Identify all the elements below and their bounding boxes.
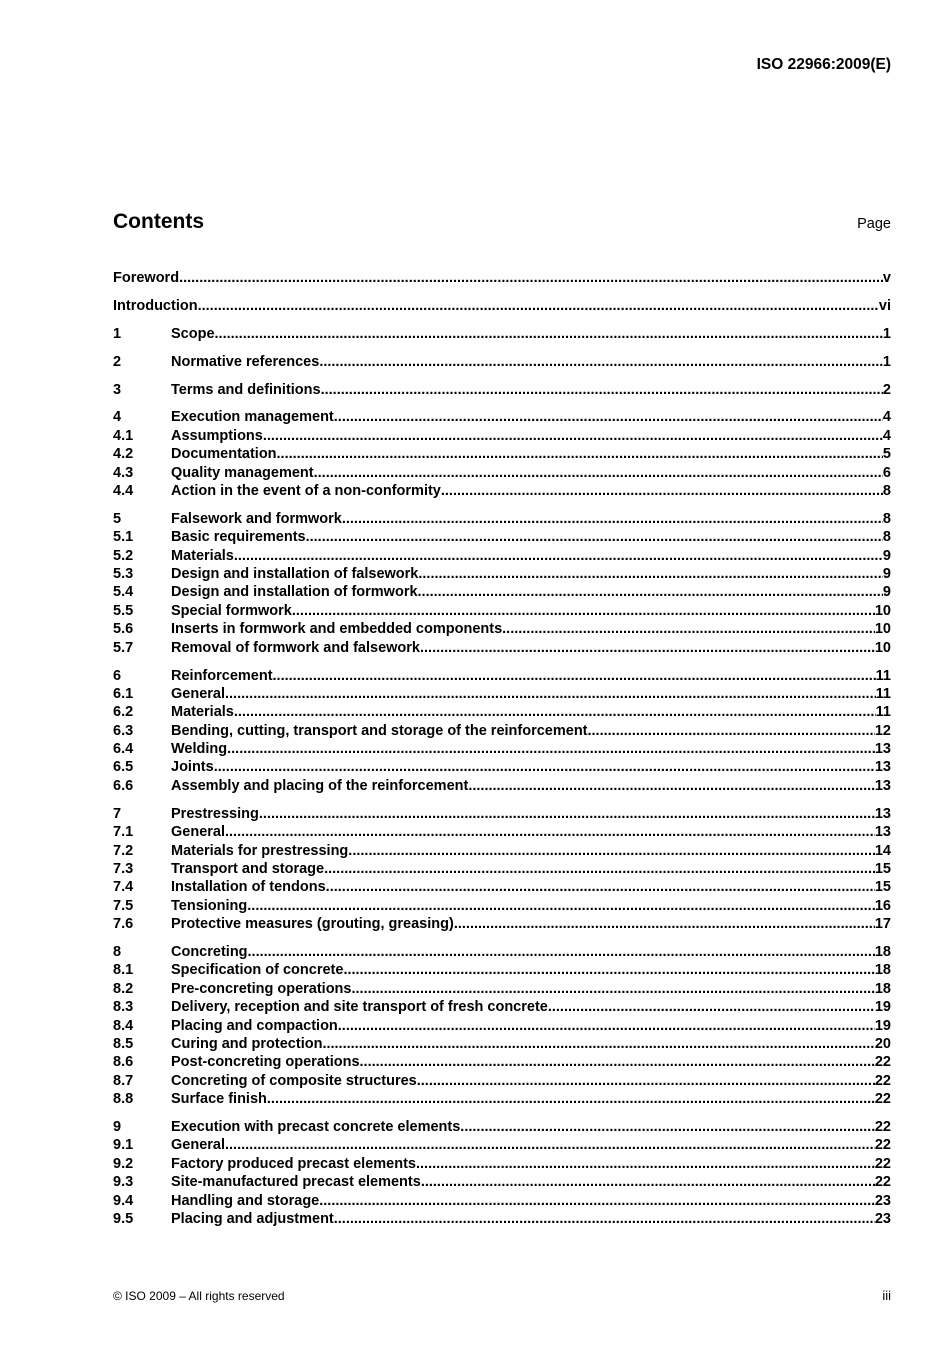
toc-entry-page: v xyxy=(882,270,891,286)
toc-dot-leader xyxy=(418,565,883,583)
toc-entry-page: 17 xyxy=(874,916,891,933)
toc-entry[interactable] xyxy=(113,445,891,463)
toc-dot-leader xyxy=(234,703,876,721)
toc-entry[interactable] xyxy=(113,1136,891,1154)
toc-entry-page: 14 xyxy=(874,842,891,859)
toc-entry-page: 8 xyxy=(882,529,891,546)
toc-group xyxy=(113,325,891,343)
toc-entry[interactable] xyxy=(113,482,891,500)
toc-entry[interactable] xyxy=(113,943,891,961)
toc-entry[interactable] xyxy=(113,528,891,546)
toc-dot-leader xyxy=(225,823,875,841)
toc-entry[interactable] xyxy=(113,667,891,685)
toc-entry-page: 22 xyxy=(874,1091,891,1108)
toc-entry[interactable] xyxy=(113,842,891,860)
toc-dot-leader xyxy=(418,583,883,601)
toc-entry-title: Delivery, reception and site transport of fresh concrete xyxy=(171,999,548,1016)
toc-entry-page: 9 xyxy=(882,566,891,583)
toc-entry[interactable] xyxy=(113,1118,891,1136)
toc-entry-number: 6.6 xyxy=(113,777,134,794)
toc-entry[interactable] xyxy=(113,1155,891,1173)
toc-entry-title: Installation of tendons xyxy=(171,879,326,896)
toc-group xyxy=(113,297,891,315)
toc-entry-title: Factory produced precast elements xyxy=(171,1155,416,1172)
toc-entry-page: 5 xyxy=(882,446,891,463)
toc-entry[interactable] xyxy=(113,685,891,703)
toc-dot-leader xyxy=(343,961,874,979)
toc-dot-leader xyxy=(292,602,875,620)
toc-entry-title: Scope xyxy=(171,325,215,342)
toc-entry-page: 19 xyxy=(874,999,891,1016)
toc-dot-leader xyxy=(225,1136,875,1154)
toc-entry-title: Quality management xyxy=(171,464,314,481)
toc-dot-leader xyxy=(263,427,883,445)
toc-entry-page: 13 xyxy=(874,777,891,794)
toc-dot-leader xyxy=(326,878,875,896)
toc-dot-leader xyxy=(342,510,883,528)
toc-entry-title: Execution management xyxy=(171,409,334,426)
toc-entry-number: 3 xyxy=(113,381,122,398)
toc-entry-page: 18 xyxy=(874,980,891,997)
toc-entry-title: Protective measures (grouting, greasing) xyxy=(171,916,454,933)
toc-group xyxy=(113,269,891,287)
toc-dot-leader xyxy=(321,381,883,399)
toc-dot-leader xyxy=(214,758,875,776)
toc-entry[interactable] xyxy=(113,860,891,878)
toc-entry-page: 22 xyxy=(874,1054,891,1071)
toc-entry[interactable] xyxy=(113,823,891,841)
toc-entry-title: Concreting of composite structures xyxy=(171,1072,417,1089)
toc-entry-title: Specification of concrete xyxy=(171,962,344,979)
toc-entry-number: 5.1 xyxy=(113,529,134,546)
toc-entry[interactable] xyxy=(113,583,891,601)
toc-entry-number: 4 xyxy=(113,409,122,426)
toc-entry-number: 5.7 xyxy=(113,639,134,656)
toc-dot-leader xyxy=(277,445,883,463)
toc-entry[interactable] xyxy=(113,381,891,399)
toc-entry-title: Removal of formwork and falsework xyxy=(171,639,420,656)
toc-entry-number: 7.4 xyxy=(113,879,134,896)
toc-entry[interactable] xyxy=(113,269,891,287)
toc-entry-page: 10 xyxy=(874,639,891,656)
toc-dot-leader xyxy=(460,1118,875,1136)
toc-entry-title: Surface finish xyxy=(171,1091,267,1108)
toc-entry-title: Special formwork xyxy=(171,602,292,619)
toc-entry[interactable] xyxy=(113,805,891,823)
toc-entry-title: Post-concreting operations xyxy=(171,1054,360,1071)
toc-entry-number: 5.2 xyxy=(113,547,134,564)
toc-entry-number: 9 xyxy=(113,1119,122,1136)
toc-entry[interactable] xyxy=(113,722,891,740)
toc-entry[interactable] xyxy=(113,740,891,758)
toc-entry-page: 22 xyxy=(874,1072,891,1089)
toc-group xyxy=(113,667,891,796)
toc-dot-leader xyxy=(441,482,883,500)
footer-page-number: iii xyxy=(882,1288,891,1303)
toc-entry[interactable] xyxy=(113,998,891,1016)
toc-entry[interactable] xyxy=(113,758,891,776)
toc-entry-page: 8 xyxy=(882,510,891,527)
toc-entry-number: 9.3 xyxy=(113,1174,134,1191)
toc-entry-title: Terms and definitions xyxy=(171,381,321,398)
toc-entry[interactable] xyxy=(113,639,891,657)
toc-entry-title: General xyxy=(171,824,225,841)
toc-dot-leader xyxy=(319,353,883,371)
toc-entry-title: Handling and storage xyxy=(171,1192,320,1209)
toc-entry-page: 11 xyxy=(875,685,891,702)
table-of-contents xyxy=(113,269,891,1238)
toc-dot-leader xyxy=(468,777,875,795)
toc-entry[interactable] xyxy=(113,703,891,721)
toc-dot-leader xyxy=(314,464,883,482)
toc-entry[interactable] xyxy=(113,510,891,528)
toc-entry-number: 6.2 xyxy=(113,704,134,721)
toc-entry-number: 6.3 xyxy=(113,722,134,739)
toc-dot-leader xyxy=(417,1072,875,1090)
toc-entry-title: Materials for prestressing xyxy=(171,842,349,859)
toc-entry-number: 8.7 xyxy=(113,1072,134,1089)
toc-dot-leader xyxy=(348,842,875,860)
toc-entry[interactable] xyxy=(113,1173,891,1191)
toc-entry-number: 6.1 xyxy=(113,685,134,702)
toc-dot-leader xyxy=(334,1210,875,1228)
toc-entry-title: Execution with precast concrete elements xyxy=(171,1119,461,1136)
toc-entry-title: Basic requirements xyxy=(171,529,306,546)
toc-entry-number: 6.5 xyxy=(113,759,134,776)
toc-entry-number: 4.2 xyxy=(113,446,134,463)
toc-dot-leader xyxy=(247,897,875,915)
toc-entry-page: 22 xyxy=(874,1174,891,1191)
toc-entry-page: 23 xyxy=(874,1192,891,1209)
toc-entry[interactable] xyxy=(113,1090,891,1108)
toc-entry-page: 13 xyxy=(874,824,891,841)
toc-entry-number: 5.5 xyxy=(113,602,134,619)
toc-group xyxy=(113,1118,891,1228)
toc-entry-page: 22 xyxy=(874,1155,891,1172)
toc-entry-number: 7.3 xyxy=(113,860,134,877)
toc-entry-page: 9 xyxy=(882,547,891,564)
toc-entry-title: General xyxy=(171,685,225,702)
toc-dot-leader xyxy=(198,297,879,315)
toc-entry-title: Welding xyxy=(171,741,228,758)
toc-entry-title: Design and installation of formwork xyxy=(171,584,418,601)
toc-entry-page: 10 xyxy=(874,602,891,619)
toc-dot-leader xyxy=(360,1053,875,1071)
toc-entry-number: 7.6 xyxy=(113,916,134,933)
toc-entry-number: 9.2 xyxy=(113,1155,134,1172)
toc-entry[interactable] xyxy=(113,620,891,638)
toc-entry[interactable] xyxy=(113,1192,891,1210)
toc-entry-page: 15 xyxy=(874,879,891,896)
toc-entry-title: Site-manufactured precast elements xyxy=(171,1174,421,1191)
toc-entry-title: Tensioning xyxy=(171,897,248,914)
toc-entry[interactable] xyxy=(113,325,891,343)
toc-entry-title: Curing and protection xyxy=(171,1035,323,1052)
toc-entry[interactable] xyxy=(113,297,891,315)
toc-entry-title: Assumptions xyxy=(171,427,263,444)
toc-entry-title: Normative references xyxy=(171,353,320,370)
toc-entry[interactable] xyxy=(113,464,891,482)
toc-dot-leader xyxy=(588,722,875,740)
toc-entry-page: 11 xyxy=(875,704,891,721)
toc-entry-title: Action in the event of a non-conformity xyxy=(171,483,441,500)
toc-entry-number: 8.5 xyxy=(113,1035,134,1052)
toc-entry-number: 5.4 xyxy=(113,584,134,601)
toc-entry[interactable] xyxy=(113,1017,891,1035)
toc-group xyxy=(113,353,891,371)
toc-entry-page: 4 xyxy=(882,427,891,444)
toc-entry-number: 1 xyxy=(113,325,122,342)
toc-entry[interactable] xyxy=(113,602,891,620)
toc-entry-title: Materials xyxy=(171,704,234,721)
toc-dot-leader xyxy=(273,667,876,685)
contents-title: Contents xyxy=(113,210,204,233)
toc-entry-title: Foreword xyxy=(113,270,180,286)
toc-entry-page: 2 xyxy=(882,381,891,398)
toc-entry[interactable] xyxy=(113,1210,891,1228)
toc-group xyxy=(113,408,891,500)
toc-entry-title: General xyxy=(171,1137,225,1154)
toc-entry-page: 6 xyxy=(882,464,891,481)
toc-entry[interactable] xyxy=(113,427,891,445)
toc-entry[interactable] xyxy=(113,1072,891,1090)
toc-entry-title: Materials xyxy=(171,547,234,564)
toc-group xyxy=(113,510,891,657)
toc-entry[interactable] xyxy=(113,1053,891,1071)
toc-entry-page: 22 xyxy=(874,1119,891,1136)
toc-dot-leader xyxy=(248,943,875,961)
toc-entry-number: 5 xyxy=(113,510,122,527)
toc-entry-title: Bending, cutting, transport and storage of the reinforcement xyxy=(171,722,588,739)
toc-entry-number: 8.1 xyxy=(113,962,134,979)
toc-group xyxy=(113,805,891,934)
toc-dot-leader xyxy=(234,547,883,565)
toc-entry-title: Assembly and placing of the reinforcement xyxy=(171,777,469,794)
toc-dot-leader xyxy=(338,1017,875,1035)
toc-entry-title: Placing and adjustment xyxy=(171,1210,334,1227)
toc-entry-page: 11 xyxy=(875,667,891,684)
toc-entry-page: 4 xyxy=(882,409,891,426)
toc-entry-page: 15 xyxy=(874,860,891,877)
toc-entry[interactable] xyxy=(113,547,891,565)
toc-dot-leader xyxy=(454,915,875,933)
toc-entry-page: 18 xyxy=(874,944,891,960)
toc-entry-page: 23 xyxy=(874,1210,891,1227)
toc-dot-leader xyxy=(319,1192,875,1210)
toc-entry-number: 4.3 xyxy=(113,464,134,481)
document-id: ISO 22966:2009(E) xyxy=(756,56,891,73)
toc-dot-leader xyxy=(351,980,874,998)
toc-entry-page: vi xyxy=(878,297,891,314)
toc-entry-page: 12 xyxy=(874,722,891,739)
toc-entry-number: 8.8 xyxy=(113,1091,134,1108)
toc-entry-number: 9.4 xyxy=(113,1192,134,1209)
toc-entry-number: 7.5 xyxy=(113,897,134,914)
footer-copyright: © ISO 2009 – All rights reserved xyxy=(113,1289,285,1303)
toc-entry[interactable] xyxy=(113,878,891,896)
toc-entry[interactable] xyxy=(113,961,891,979)
toc-entry-number: 4.4 xyxy=(113,483,134,500)
toc-entry-number: 6.4 xyxy=(113,741,134,758)
toc-entry-title: Transport and storage xyxy=(171,860,325,877)
page-column-label: Page xyxy=(857,216,891,232)
toc-entry-number: 8.6 xyxy=(113,1054,134,1071)
toc-entry-number: 7.1 xyxy=(113,824,134,841)
toc-entry-number: 8.2 xyxy=(113,980,134,997)
toc-entry-title: Reinforcement xyxy=(171,667,273,684)
toc-entry-page: 22 xyxy=(874,1137,891,1154)
toc-entry-title: Inserts in formwork and embedded components xyxy=(171,621,503,638)
toc-entry-title: Falsework and formwork xyxy=(171,510,342,527)
toc-dot-leader xyxy=(416,1155,875,1173)
toc-entry-page: 13 xyxy=(874,805,891,822)
toc-dot-leader xyxy=(334,408,883,426)
toc-entry-title: Prestressing xyxy=(171,805,259,822)
toc-dot-leader xyxy=(324,860,875,878)
toc-entry-page: 19 xyxy=(874,1017,891,1034)
toc-dot-leader xyxy=(421,1173,875,1191)
toc-entry[interactable] xyxy=(113,408,891,426)
toc-entry-page: 1 xyxy=(882,353,891,370)
toc-entry-number: 7 xyxy=(113,805,122,822)
toc-entry[interactable] xyxy=(113,353,891,371)
toc-entry-number: 4.1 xyxy=(113,427,134,444)
toc-entry-title: Design and installation of falsework xyxy=(171,566,419,583)
toc-entry[interactable] xyxy=(113,777,891,795)
toc-entry-page: 20 xyxy=(874,1035,891,1052)
toc-entry[interactable] xyxy=(113,915,891,933)
toc-entry-number: 9.5 xyxy=(113,1210,134,1227)
toc-entry-title: Placing and compaction xyxy=(171,1017,338,1034)
toc-dot-leader xyxy=(227,740,875,758)
toc-entry-page: 13 xyxy=(874,759,891,776)
toc-entry-title: Documentation xyxy=(171,446,277,463)
toc-entry-number: 5.6 xyxy=(113,621,134,638)
toc-entry-page: 9 xyxy=(882,584,891,601)
toc-entry-page: 1 xyxy=(882,325,891,342)
toc-dot-leader xyxy=(179,269,883,287)
toc-dot-leader xyxy=(306,528,883,546)
toc-entry-page: 10 xyxy=(874,621,891,638)
toc-entry-number: 9.1 xyxy=(113,1137,134,1154)
toc-entry[interactable] xyxy=(113,1035,891,1053)
toc-dot-leader xyxy=(225,685,876,703)
toc-entry-number: 5.3 xyxy=(113,566,134,583)
toc-entry-page: 18 xyxy=(874,962,891,979)
toc-entry-page: 16 xyxy=(874,897,891,914)
toc-entry[interactable] xyxy=(113,980,891,998)
toc-dot-leader xyxy=(548,998,875,1016)
toc-entry-number: 7.2 xyxy=(113,842,134,859)
toc-entry[interactable] xyxy=(113,565,891,583)
toc-group xyxy=(113,943,891,1109)
toc-dot-leader xyxy=(267,1090,875,1108)
toc-entry-title: Introduction xyxy=(113,297,198,314)
toc-entry-page: 13 xyxy=(874,741,891,758)
toc-entry[interactable] xyxy=(113,897,891,915)
toc-entry-page: 8 xyxy=(882,483,891,500)
toc-dot-leader xyxy=(420,639,875,657)
toc-entry-title: Concreting xyxy=(171,944,248,960)
toc-entry-number: 8.4 xyxy=(113,1017,134,1034)
toc-entry-title: Pre-concreting operations xyxy=(171,980,352,997)
toc-dot-leader xyxy=(502,620,875,638)
toc-dot-leader xyxy=(215,325,883,343)
toc-group xyxy=(113,381,891,399)
toc-entry-number: 8.3 xyxy=(113,999,134,1016)
toc-entry-number: 6 xyxy=(113,667,122,684)
toc-entry-number: 2 xyxy=(113,353,122,370)
toc-entry-title: Joints xyxy=(171,759,214,776)
toc-entry-number: 8 xyxy=(113,944,122,960)
toc-dot-leader xyxy=(259,805,875,823)
toc-dot-leader xyxy=(322,1035,874,1053)
